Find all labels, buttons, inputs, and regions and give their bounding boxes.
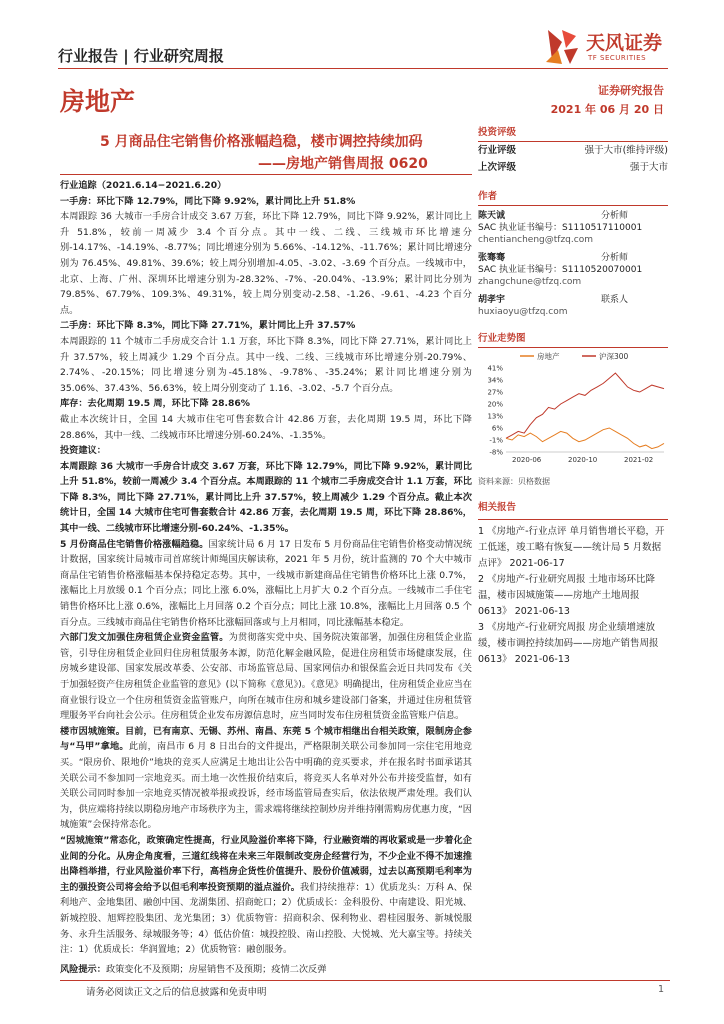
y-tick-label: 34% [487,376,503,385]
related-section [478,500,668,668]
series-line-property [506,428,664,449]
author-cert: SAC 执业证书编号：S1110517110001 [478,223,643,233]
paragraph: 本周跟踪 36 大城市一手房合计成交 3.67 万套，环比下降 12.79%，同比下降 9.92%，累计同比上升 51.8%，较前一周减少 3.4 个百分点。本周跟踪的 11 个城市二手房成交合计 1.1 万套，环比下降 8.3%，同比下降 27.71%，累计同比上升 37.57%，较上周减少 1.29 个百分点。截止本次统计日，全国 14 大城市住宅可售套数合计 42.86 万套，去化周期 19.5 周，环比下降 28.86%，其中一线、二线城市环比增速分别-60.24%、-1.35%。 [60,460,472,535]
author-entry [478,210,668,246]
inline-heading: 5 月份商品住宅销售价格涨幅趋稳。 [60,538,209,550]
logo-name: 天风证券 [586,32,663,54]
author-name: 张骞骞 [478,253,506,263]
report-type: 行业报告 | 行业研究周报 [58,47,224,65]
x-tick-label: 2020-06 [512,456,542,464]
main-body [60,178,472,977]
y-tick-label: 20% [487,400,503,409]
x-tick-label: 2021-02 [624,456,654,464]
rating-value: 强于大市(维持评级) [584,145,668,156]
author-name: 胡孝宇 [478,295,506,305]
paragraph: 截止本次统计日，全国 14 大城市住宅可售套数合计 42.86 万套，去化周期 19.5 周，环比下降 28.86%，其中一线、二线城市环比增速分别-60.24%、-1.35%。 [60,413,472,441]
trend-label: 行业走势图 [478,333,526,344]
paragraph: 此前，南昌市 6 月 8 日出台的文件提出，严格限制关联公司参加同一宗住宅用地竞买。“限房价、限地价”地块的竞买人应满足土地出让公告中明确的竞买要求，并在报名时书面承诺其关联公司不参加同一宗地竞买。而土地一次性报价结束后，将竞买人名单对外公布并接受监督，如有关联公司同时参加一宗地竞买情况被举报或投诉，经市场监管局查实后，依法依规严肃处理。我们认为，供应端将持续以期稳房地产市场秩序为主，需求端将继续控制炒房并维持刚需购房优惠力度，“因城施策”会保持常态化。 [60,741,472,831]
rating-key: 上次评级 [478,162,517,173]
footer-disclaimer: 请务必阅读正文之后的信息披露和免责申明 [86,987,267,998]
logo-subtitle: TF SECURITIES [588,54,647,62]
related-report-item[interactable]: 3 《房地产-行业研究周报 房企业绩增速放缓，楼市调控持续加码——房地产销售周报 0613》 2021-06-13 [478,622,659,665]
industry-title: 房地产 [60,87,136,116]
author-cert: SAC 执业证书编号：S1110520070001 [478,265,643,275]
paragraph: 为贯彻落实党中央、国务院决策部署，加强住房租赁企业监管，引导住房租赁企业回归住房租赁服务本源，防范化解金融风险，促进住房租赁市场健康发展，住房城乡建设部、国家发展改革委、公安部、市场监管总局、国家网信办和银保监会近日共同发布《关于加强轻资产住房租赁企业监管的意见》(以下简称《意见》)。《意见》明确提出，住房租赁企业应当在商业银行设立一个住房租赁资金监管账户，向所在城市住房和城乡建设部门备案，并通过住房租赁管理服务平台向社会公示。住房租赁企业发布房源信息时，应当同时发布住房租赁资金监管账户信息。 [60,632,473,722]
paragraph: 本周跟踪的 11 个城市二手房成交合计 1.1 万套，环比下降 8.3%，同比下降 27.71%，累计同比上升 37.57%，较上周减少 1.29 个百分点。其中一线、二线、三线城市环比增速分别-20.79%、2.74%、-20.15%；同比增速分别为-45.18%、-9.78%、-35.24%；累计同比增速分别为 35.06%、37.43%、56.63%，较上周分别变动了 1.16、-3.02、-5.7 个百分点。 [60,335,472,394]
paragraph: 我们持续推荐：1）优质龙头：万科 A、保利地产、金地集团、融创中国、龙湖集团、招商蛇口；2）优质成长：金科股份、中南建设、阳光城、新城控股、旭辉控股集团、龙光集团；3）优质物管：招商积余、保利物业、碧桂园服务、新城悦服务、永升生活服务、绿城服务等；4）低估价值：城投控股、南山控股、大悦城、光大嘉宝等。持续关注：1）优质成长：华润置地；2）优质物管：融创服务。 [60,881,472,956]
doc-type: 证券研究报告 [598,84,664,97]
risk-heading: 风险提示： [60,963,106,975]
author-email[interactable]: zhangchune@tfzq.com [478,277,582,287]
y-tick-label: -8% [489,448,503,457]
rating-label: 投资评级 [478,127,517,138]
trend-section [478,330,668,348]
y-tick-label: 6% [491,424,503,433]
inline-heading: 六部门发文加强住房租赁企业资金监管。 [60,632,229,644]
author-role: 分析师 [600,211,628,221]
paragraph: 本周跟踪 36 大城市一手房合计成交 3.67 万套，环比下降 12.79%，同比下降 9.92%，累计同比上升 51.8%，较前一周减少 3.4 个百分点。其中一线、二线、三线城市环比增速分别-14.17%、-14.19%、-8.77%；同比增速分别为 5.66%、-14.12%、-11.76%；累计同比增速分别为 76.45%、49.81%、39.6%；较上周分别增加-4.05、-3.02、-3.69 个百分点。一线城市中，北京、上海、广州、深圳环比增速分别为-28.32%、-7%、-20.04%、-13.9%；累计同比分别为 79.85%、67.79%、109.3%、49.31%，较上周分别变动-2.58、-1.26、-9.61、-4.23 个百分点。 [60,211,472,316]
rating-row [478,142,668,159]
header-divider [58,68,668,69]
legend-label-property: 房地产 [537,352,560,361]
series-line-csi300 [506,373,664,438]
authors-divider [478,205,668,206]
section-heading: 库存：去化周期 19.5 周，环比下降 28.86% [60,398,250,410]
trend-chart [478,348,668,468]
report-title: 5 月商品住宅销售价格涨幅趋稳，楼市调控持续加码 [100,134,423,150]
inline-heading: “因城施策”常态化，政策确定性提高，行业风险溢价率将下降，行业融资端的再收紧或是一步着化企业间的分化。从房企角度看，三道红线将在未来三年限制改变房企经营行为，不少企业不得不加速推出降档举措，行业风险溢价率下行，高档房企货性价值提升、股份价值减弱，过去以高预期毛利率为主的强投资公司将会给予以但毛利率投资预期的溢点溢价。 [60,834,472,893]
rating-value: 强于大市 [629,162,668,173]
related-divider [478,519,668,520]
author-email[interactable]: huxiaoyu@tfzq.com [478,307,568,317]
author-email[interactable]: chentiancheng@tfzq.com [478,235,593,245]
section-heading: 二手房：环比下降 8.3%，同比下降 27.71%，累计同比上升 37.57% [60,320,356,332]
y-tick-label: 13% [487,412,503,421]
y-tick-label: -1% [489,436,503,445]
x-tick-label: 2020-10 [568,456,598,464]
y-tick-label: 27% [487,388,503,397]
tracking-heading: 行业追踪（2021.6.14−2021.6.20） [60,180,227,191]
footer-divider [60,980,670,981]
rating-section [478,124,668,176]
author-name: 陈天诚 [478,211,506,221]
risk-text: 政策变化不及预期；房屋销售不及预期；疫情二次反弹 [105,963,327,975]
related-label: 相关报告 [478,502,517,513]
report-subtitle: ——房地产销售周报 0620 [258,156,428,172]
section-heading: 一手房：环比下降 12.79%，同比下降 9.92%，累计同比上升 51.8% [60,195,356,207]
author-entry [478,252,668,288]
author-entry [478,294,668,318]
page-number: 1 [657,984,664,995]
title-divider [60,174,472,175]
legend-label-csi300: 沪深300 [599,352,629,361]
company-logo [542,26,672,70]
section-heading: 投资建议： [60,445,106,457]
report-date: 2021 年 06 月 20 日 [550,103,664,116]
related-report-item[interactable]: 2 《房地产-行业研究周报 土地市场环比降温，楼市因城施策——房地产土地周报 0613》 2021-06-13 [478,574,656,617]
rating-row [478,159,668,176]
logo-icon [542,26,582,66]
authors-label: 作者 [478,191,498,202]
rating-key: 行业评级 [478,145,517,156]
chart-source: 资料来源：贝格数据 [478,477,550,486]
authors-section [478,188,668,318]
author-role: 分析师 [600,253,628,263]
related-report-item[interactable]: 1 《房地产-行业点评 单月销售增长平稳，开工低迷，竣工略有恢复——统计局 5 月数据点评》 2021-06-17 [478,526,665,569]
y-tick-label: 41% [487,364,503,373]
paragraph: 国家统计局 6 月 17 日发布 5 月份商品住宅销售价格变动情况统计数据，国家统计局城市司首席统计师绳国庆解读称，2021 年 5 月份，统计监测的 70 个大中城市商品住宅销售价格涨幅基本保持稳定态势。其中，一线城市新建商品住宅销售价格环比上涨 0.7%，涨幅比上月放缓 0.1 个百分点；同比上涨 6.0%，涨幅比上月扩大 0.2 个百分点。一线城市二手住宅销售价格环比上涨 0.6%，涨幅比上月回落 0.2 个百分点；同比上涨 10.8%，涨幅比上月回落 0.5 个百分点。三线城市商品住宅销售价格环比涨幅回落或与上月相同，同比涨幅基本稳定。 [60,538,473,628]
author-role: 联系人 [600,295,628,305]
inline-heading: 楼市因城施策。目前，已有南京、无锡、苏州、南昌、东莞 5 个城市相继出台相关政策，限制房企参与“马甲”拿地。 [60,725,472,753]
